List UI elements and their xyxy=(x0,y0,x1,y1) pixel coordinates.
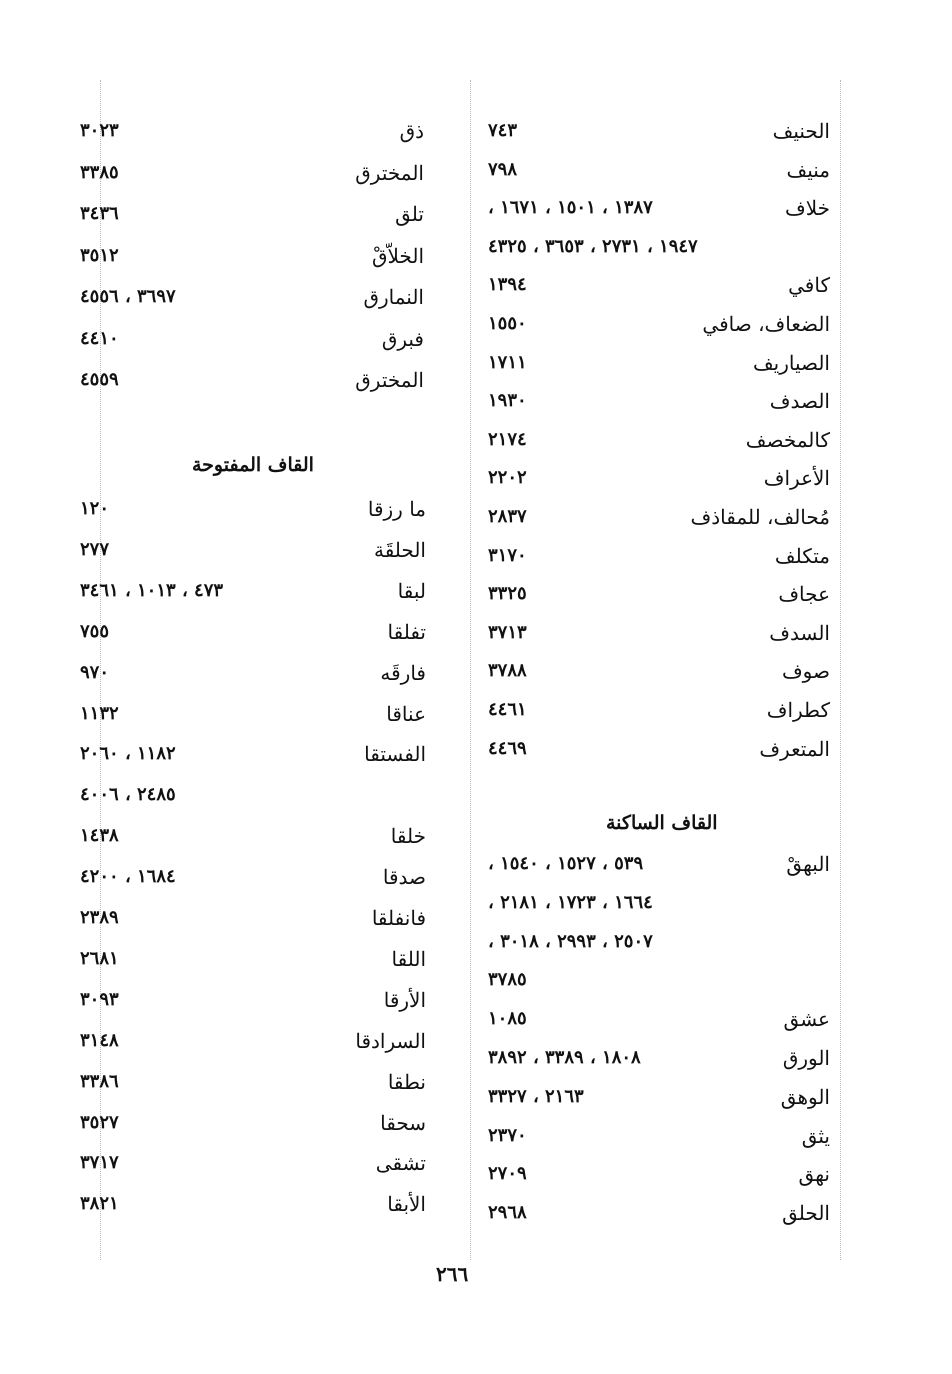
index-entry xyxy=(80,1064,426,1100)
entry-references: ٣١٤٨ xyxy=(80,1029,119,1051)
entry-references: ٣٨٢١ xyxy=(80,1193,119,1215)
entry-references: ١٠٨٥ xyxy=(488,1008,527,1030)
entry-word: الضعاف، صافي xyxy=(702,312,830,336)
entry-references: ٧٩٨ xyxy=(488,158,518,180)
entry-references: ٢٨٣٧ xyxy=(488,506,527,527)
entry-references: ١١٣٢ xyxy=(80,702,119,724)
index-entry xyxy=(80,321,424,357)
index-entry xyxy=(488,460,830,496)
index-entry xyxy=(80,736,426,772)
entry-word: النمارق xyxy=(363,285,424,309)
index-entry xyxy=(488,1079,830,1115)
index-entry xyxy=(488,576,830,612)
index-entry xyxy=(80,573,426,609)
index-entry xyxy=(488,152,830,188)
entry-word: الخلاّقْ xyxy=(371,243,424,268)
entry-references: ٢٦٨١ xyxy=(80,947,119,969)
entry-references: ٣٠٩٣ xyxy=(80,988,119,1010)
entry-references: ٣٦٩٧ ، ٤٥٥٦ xyxy=(80,286,176,307)
entry-references: ٢١٧٤ xyxy=(488,428,527,450)
index-entry xyxy=(80,155,424,191)
entry-word: الصياريف xyxy=(752,350,830,375)
entry-word: الأعراف xyxy=(763,466,830,491)
entry-word: سحقا xyxy=(380,1110,426,1135)
index-entry xyxy=(488,113,830,149)
entry-references: ٢١٦٣ ، ٣٣٢٧ xyxy=(488,1085,584,1107)
entry-references: ٢٣٧٠ xyxy=(488,1124,527,1146)
page-number: ٢٦٦ xyxy=(436,1262,469,1286)
index-entry xyxy=(80,279,424,315)
index-entry xyxy=(488,422,830,458)
entry-references: ٩٧٠ xyxy=(80,661,110,683)
index-entry xyxy=(488,885,830,921)
entry-references: ١٤٣٨ xyxy=(80,825,119,847)
entry-references: ٣٣٨٦ xyxy=(80,1070,119,1092)
index-entry xyxy=(80,1105,426,1141)
entry-references: ٧٤٣ xyxy=(488,120,518,141)
index-entry xyxy=(488,306,830,342)
entry-references: ٣٥٢٧ xyxy=(80,1111,119,1133)
index-entry xyxy=(488,1040,830,1076)
entry-references: ٣٠٢٣ xyxy=(80,120,119,141)
entry-word: الحنيف xyxy=(772,119,830,143)
index-entry xyxy=(80,982,426,1018)
entry-word: كالمخصف xyxy=(745,427,830,452)
entry-word: الأبقا xyxy=(387,1192,426,1217)
entry-word: عجاف xyxy=(778,582,830,607)
entry-references: ١٢٠ xyxy=(80,498,110,519)
entry-references: ٣٧١٣ xyxy=(488,621,527,643)
entry-word: الوهق xyxy=(780,1084,830,1109)
entry-word: يثق xyxy=(801,1123,830,1148)
entry-word: المتعرف xyxy=(759,736,830,761)
index-entry xyxy=(80,113,424,149)
entry-word: تفلقا xyxy=(387,619,426,644)
entry-references: ٣٧١٧ xyxy=(80,1152,119,1174)
entry-word: اللقا xyxy=(391,946,426,971)
index-entry xyxy=(488,846,830,882)
entry-references: ١٩٣٠ xyxy=(488,390,527,412)
entry-word: عشق xyxy=(783,1007,830,1032)
entry-word: فبرق xyxy=(381,326,424,351)
index-entry xyxy=(488,383,830,419)
entry-word: الأرقا xyxy=(383,987,426,1012)
right-section-heading: القاف الساكنة xyxy=(606,812,718,834)
entry-references: ١١٨٢ ، ٢٠٦٠ xyxy=(80,743,176,765)
entry-references: ٤٤٦٩ xyxy=(488,737,527,759)
index-entry xyxy=(80,491,426,527)
entry-word: الحلقَة xyxy=(373,537,426,562)
entry-word: نطقا xyxy=(387,1069,426,1094)
entry-references: ١٨٠٨ ، ٣٣٨٩ ، ٣٨٩٢ xyxy=(488,1047,641,1068)
entry-references: ٣٥١٢ xyxy=(80,244,119,266)
entry-word: صوف xyxy=(781,659,830,684)
index-entry xyxy=(80,532,426,568)
entry-word: مُحالف، للمقاذف xyxy=(690,505,830,529)
index-entry xyxy=(80,777,426,813)
index-entry xyxy=(488,1118,830,1154)
index-entry xyxy=(488,345,830,381)
entry-references: ٢٧٠٩ xyxy=(488,1163,527,1185)
index-entry xyxy=(488,653,830,689)
entry-word: الورق xyxy=(782,1046,830,1070)
entry-references: ١٥٥٠ xyxy=(488,313,527,334)
entry-word: فارقَه xyxy=(380,660,426,685)
entry-references: ٣١٧٠ xyxy=(488,544,527,566)
entry-references: ٤٤٦١ xyxy=(488,699,527,720)
entry-references: ٤٥٥٩ xyxy=(80,369,119,390)
index-entry xyxy=(80,362,424,398)
index-entry xyxy=(80,1186,426,1222)
entry-word: البهقْ xyxy=(786,852,830,876)
index-entry xyxy=(488,1001,830,1037)
entry-word: كافي xyxy=(788,273,830,298)
index-entry xyxy=(80,196,424,232)
dotted-rule-right xyxy=(840,80,841,1260)
index-entry xyxy=(488,538,830,574)
entry-references: ٧٥٥ xyxy=(80,620,110,642)
index-entry xyxy=(80,655,426,691)
index-entry xyxy=(80,238,424,274)
entry-word: الحلق xyxy=(782,1201,830,1226)
index-entry xyxy=(488,615,830,651)
entry-references: ٣٧٨٨ xyxy=(488,660,527,682)
entry-references: ١٣٩٤ xyxy=(488,274,527,296)
entry-word: صدقا xyxy=(382,865,426,890)
entry-references: ٣٣٢٥ xyxy=(488,583,527,605)
entry-word: لبقا xyxy=(397,578,426,603)
entry-references: ١٧١١ xyxy=(488,351,527,373)
index-entry xyxy=(488,731,830,767)
entry-word: منيف xyxy=(786,157,830,182)
index-entry xyxy=(488,692,830,728)
entry-references: ٢٧٧ xyxy=(80,538,110,560)
entry-word: فانفلقا xyxy=(371,906,426,930)
entry-references: ١٣٨٧ ، ١٥٠١ ، ١٦٧١ ، xyxy=(488,197,653,219)
dotted-rule-center xyxy=(470,80,471,1260)
entry-word: تشقى xyxy=(375,1151,426,1176)
index-entry xyxy=(80,941,426,977)
index-entry xyxy=(488,499,830,535)
index-entry xyxy=(80,1023,426,1059)
entry-word: السرادقا xyxy=(355,1028,426,1053)
entry-references: ١٦٦٤ ، ١٧٢٣ ، ٢١٨١ ، xyxy=(488,891,653,913)
index-entry xyxy=(488,267,830,303)
entry-word: عناقا xyxy=(386,701,426,726)
entry-word: ما رزقا xyxy=(367,497,426,521)
entry-references: ٢٢٠٢ xyxy=(488,467,527,489)
index-entry xyxy=(80,900,426,936)
entry-references: ١٦٨٤ ، ٤٢٠٠ xyxy=(80,866,176,888)
entry-word: كطراف xyxy=(766,698,830,722)
entry-word: الصدف xyxy=(769,389,830,414)
entry-references: ٢٣٨٩ xyxy=(80,907,119,928)
entry-word: المخترق xyxy=(355,160,424,185)
entry-word: الفستقا xyxy=(364,742,426,767)
index-entry xyxy=(488,190,830,226)
index-entry xyxy=(488,924,830,960)
entry-word: خلقا xyxy=(390,824,426,849)
left-section-heading: القاف المفتوحة xyxy=(192,454,314,476)
index-entry xyxy=(80,614,426,650)
index-entry xyxy=(488,962,830,998)
index-entry xyxy=(488,1195,830,1231)
entry-word: خلاف xyxy=(784,196,830,221)
index-entry xyxy=(80,1145,426,1181)
index-entry xyxy=(488,229,830,265)
entry-word: نهق xyxy=(798,1162,830,1187)
index-entry xyxy=(80,818,426,854)
index-entry xyxy=(80,696,426,732)
entry-references: ٤٧٣ ، ١٠١٣ ، ٣٤٦١ xyxy=(80,579,224,601)
entry-references: ٣٣٨٥ xyxy=(80,161,119,183)
entry-word: تلق xyxy=(395,202,424,226)
index-entry xyxy=(80,859,426,895)
entry-word: السدف xyxy=(769,620,830,645)
entry-word: متكلف xyxy=(774,543,830,568)
index-entry xyxy=(488,1156,830,1192)
entry-references: ٥٣٩ ، ١٥٢٧ ، ١٥٤٠ ، xyxy=(488,853,644,874)
entry-references: ٤٤١٠ xyxy=(80,327,119,349)
entry-references: ٢٩٦٨ xyxy=(488,1202,527,1224)
entry-references: ٣٤٣٦ xyxy=(80,203,119,224)
entry-references: ١٩٤٧ ، ٢٧٣١ ، ٣٦٥٣ ، ٤٣٢٥ xyxy=(488,235,698,257)
entry-references: ٣٧٨٥ xyxy=(488,969,527,991)
entry-word: ذق xyxy=(399,119,424,143)
entry-references: ٢٥٠٧ ، ٢٩٩٣ ، ٣٠١٨ ، xyxy=(488,930,653,952)
entry-word: المخترق xyxy=(355,368,424,392)
entry-references: ٢٤٨٥ ، ٤٠٠٦ xyxy=(80,784,176,806)
